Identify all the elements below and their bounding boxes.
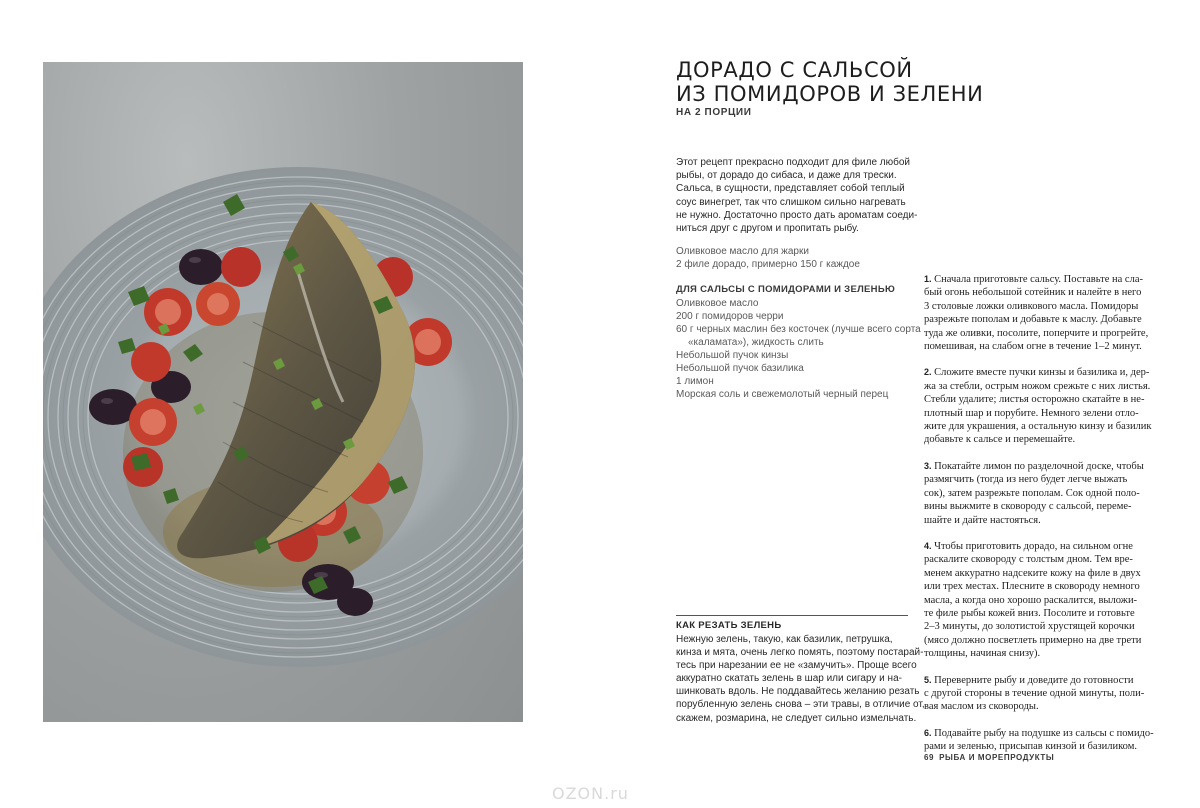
tip-line: аккуратно скатать зелень в шар или сигару и на- [676, 673, 902, 685]
method-steps [924, 273, 1164, 767]
step-line: Чтобы приготовить дорадо, на сильном огне [934, 540, 1133, 552]
ingredient-item: 200 г помидоров черри [676, 311, 784, 322]
method-step [924, 273, 1164, 353]
title-line: ИЗ ПОМИДОРОВ И ЗЕЛЕНИ [676, 82, 984, 106]
ingredient-item: Морская соль и свежемолотый черный перец [676, 389, 889, 400]
tip-divider [676, 615, 908, 616]
step-line: Стебли удалите; листья осторожно скатайте в не- [924, 394, 1145, 406]
title-line: ДОРАДО С САЛЬСОЙ [676, 58, 913, 82]
step-line: вины выжмите в сковороду с сальсой, переме- [924, 501, 1132, 513]
section-name: РЫБА И МОРЕПРОДУКТЫ [939, 753, 1055, 762]
step-line: 3 столовые ложки оливкового масла. Помидоры [924, 300, 1139, 312]
step-line: Сначала приготовьте сальсу. Поставьте на сла- [934, 274, 1143, 285]
tip-line: кинза и мята, очень легко помять, поэтому постарай- [676, 647, 924, 659]
step-line: Сложите вместе пучки кинзы и базилика и, дер- [934, 367, 1150, 379]
step-line: 2–3 минуты, до золотистой хрустящей корочки [924, 621, 1135, 633]
step-line: плотный шар и порубите. Немного зелени отло- [924, 407, 1139, 419]
step-number: 5. [924, 674, 932, 685]
ingredient-item: 2 филе дорадо, примерно 150 г каждое [676, 259, 860, 270]
intro-paragraph [676, 156, 916, 235]
step-line: Покатайте лимон по разделочной доске, чтобы [934, 460, 1144, 472]
tip-line: тесь при нарезании ее не «замучить». Проще всего [676, 660, 917, 672]
step-line: рами и зеленью, присыпав кинзой и базиликом. [924, 741, 1137, 753]
method-step [924, 727, 1164, 754]
step-line: или трех местах. Плесните в сковороду немного [924, 581, 1140, 593]
step-line: Переверните рыбу и доведите до готовности [934, 674, 1134, 686]
step-line: (мясо должно посветлеть примерно на две трети [924, 634, 1142, 646]
method-step [924, 540, 1164, 661]
tip-heading: КАК РЕЗАТЬ ЗЕЛЕНЬ [676, 620, 782, 631]
step-line: с другой стороны в течение одной минуты, поли- [924, 687, 1145, 699]
step-line: добавьте к сальсе и перемешайте. [924, 434, 1076, 446]
step-line: разрежьте пополам и добавьте к маслу. Добавьте [924, 314, 1142, 326]
ingredients-salsa [676, 297, 921, 401]
step-line: жите для украшения, а остальную кинзу и базилик [924, 421, 1152, 433]
intro-line: Этот рецепт прекрасно подходит для филе любой [676, 157, 910, 168]
salsa-heading: ДЛЯ САЛЬСЫ С ПОМИДОРАМИ И ЗЕЛЕНЬЮ [676, 284, 896, 295]
intro-line: соус винегрет, так что слишком сильно нагревать [676, 196, 906, 208]
step-line: бый огонь небольшой сотейник и налейте в него [924, 287, 1142, 299]
page-footer [924, 753, 1054, 762]
ingredient-item: Оливковое масло для жарки [676, 246, 809, 257]
intro-line: рыбы, от дорадо до сибаса, и даже для трески. [676, 170, 897, 182]
step-line: размягчить (тогда из него будет легче выжать [924, 474, 1128, 486]
step-line: менем аккуратно надсеките кожу на филе в двух [924, 567, 1141, 579]
step-line: сок), затем разрежьте пополам. Сок одной поло- [924, 487, 1140, 499]
page-number: 69 [924, 753, 935, 762]
intro-line: ниться друг с другом и пропитать рыбу. [676, 223, 859, 235]
method-step [924, 366, 1164, 446]
step-number: 2. [924, 367, 932, 378]
ingredients-main [676, 245, 916, 271]
ingredient-item: Небольшой пучок базилика [676, 363, 804, 374]
ingredient-item: 60 г черных маслин без косточек (лучше всего сорта [676, 324, 921, 335]
step-line: туда же оливки, посолите, поперчите и прогрейте, [924, 327, 1149, 339]
step-line: шайте и дайте настояться. [924, 514, 1041, 526]
tip-line: шинковать вдоль. Не поддавайтесь желанию резать [676, 686, 920, 698]
ingredient-item: Оливковое масло [676, 298, 759, 309]
dish-photo [43, 62, 523, 722]
ingredient-item: «каламата»), жидкость слить [688, 337, 824, 348]
method-step [924, 674, 1164, 714]
tip-line: порубленную зелень снова – эти травы, в отличие от, [676, 699, 925, 711]
step-line: жа за стебли, острым ножом срежьте с них листья. [924, 380, 1151, 392]
recipe-title [676, 58, 1006, 106]
step-number: 1. [924, 274, 932, 284]
step-line: те филе рыбы кожей вниз. Посолите и готовьте [924, 607, 1135, 619]
intro-line: Сальса, в сущности, представляет собой теплый [676, 183, 905, 195]
step-number: 4. [924, 540, 932, 551]
intro-line: не нужно. Достаточно просто дать ароматам соеди- [676, 209, 918, 221]
tip-line: Нежную зелень, такую, как базилик, петрушка, [676, 634, 893, 645]
ingredient-item: 1 лимон [676, 376, 714, 387]
watermark: OZON.ru [552, 784, 629, 803]
step-line: вая маслом из сковороды. [924, 701, 1039, 713]
step-line: толщины, начиная снизу). [924, 648, 1041, 660]
ingredient-item: Небольшой пучок кинзы [676, 350, 789, 361]
step-line: Подавайте рыбу на подушке из сальсы с помидо- [934, 727, 1154, 739]
method-step [924, 460, 1164, 527]
step-line: раскалите сковороду с толстым дном. Тем вре- [924, 554, 1133, 566]
step-line: масла, а когда оно хорошо раскалится, выложи- [924, 594, 1138, 606]
step-number: 3. [924, 460, 932, 471]
step-number: 6. [924, 727, 932, 738]
tip-line: скажем, розмарина, не следует сильно измельчать. [676, 712, 917, 724]
servings-label: НА 2 ПОРЦИИ [676, 107, 752, 118]
step-line: помешивая, на слабом огне в течение 1–2 минут. [924, 341, 1142, 353]
tip-paragraph [676, 633, 925, 725]
